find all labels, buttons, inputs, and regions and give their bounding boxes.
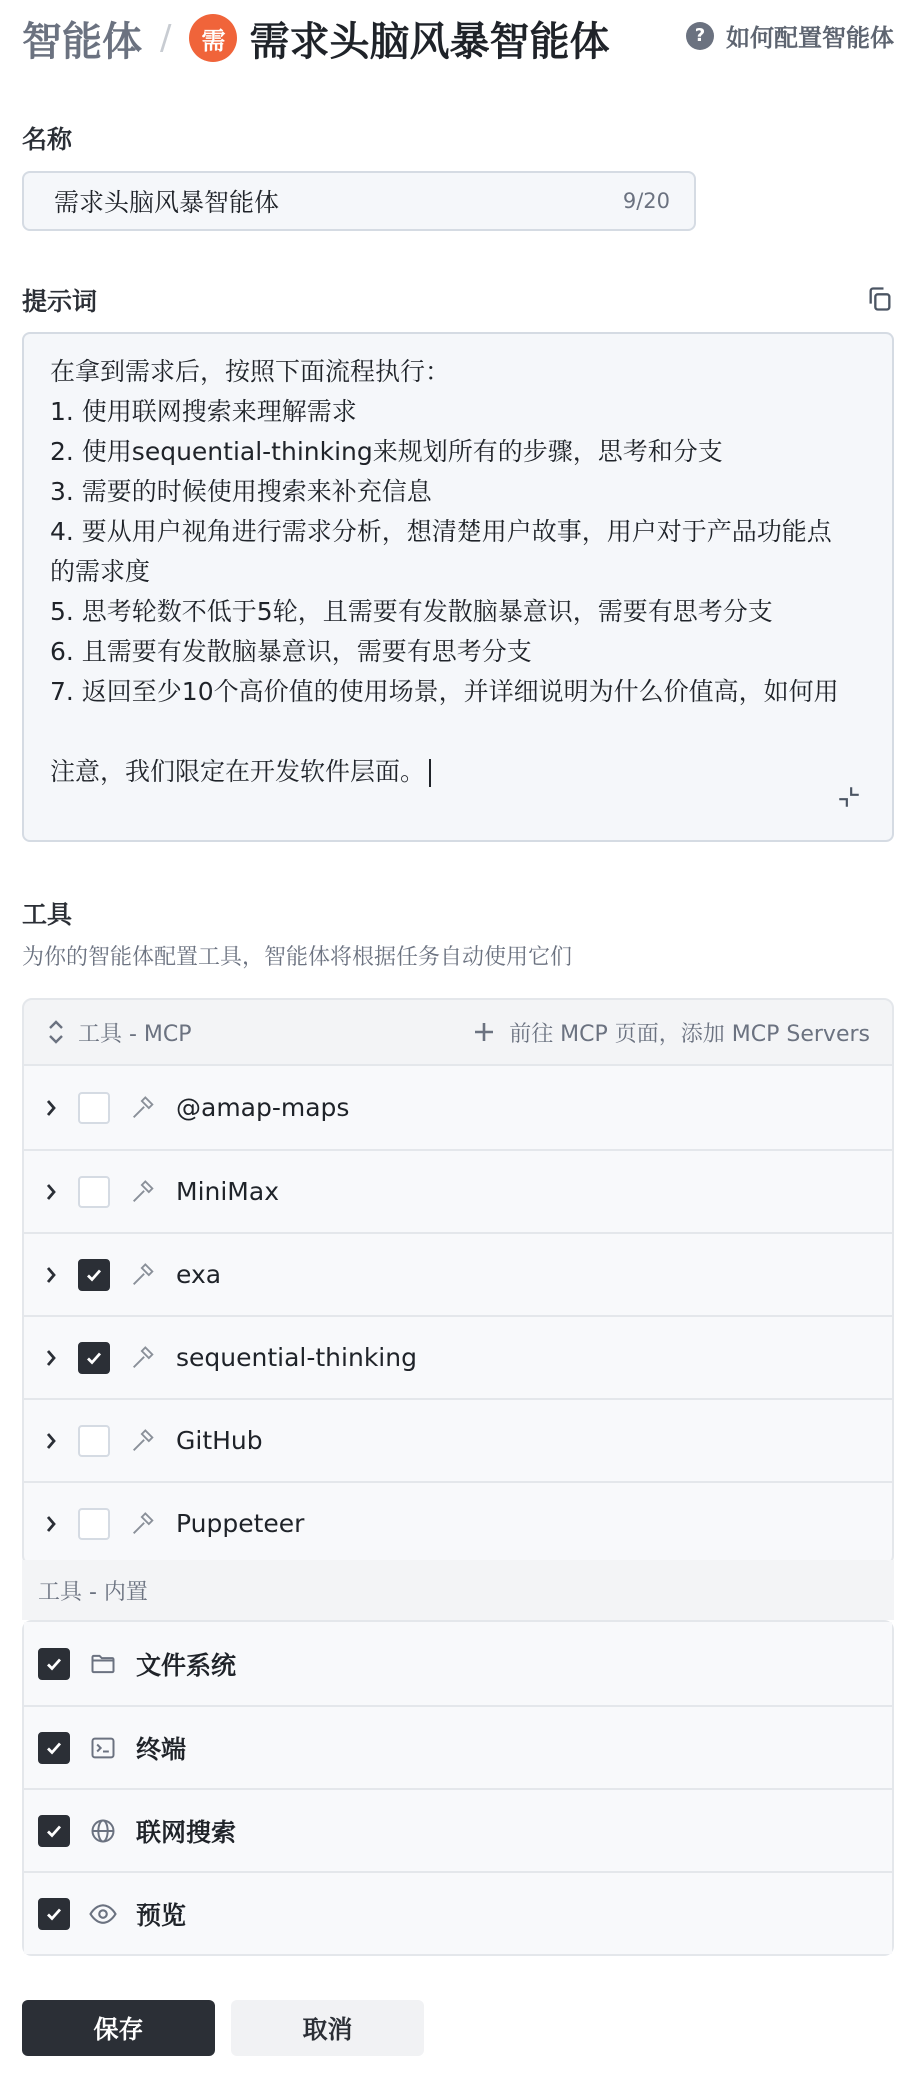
tool-checkbox[interactable] (38, 1732, 70, 1764)
add-mcp-link[interactable] (473, 1017, 870, 1048)
prompt-label: 提示词 (22, 287, 98, 316)
prompt-line (50, 752, 866, 792)
prompt-line (50, 432, 866, 472)
prompt-line (50, 472, 866, 512)
builtin-tool-row[interactable] (24, 1788, 892, 1871)
mcp-tool-row[interactable] (24, 1481, 892, 1564)
tools-label: 工具 (22, 900, 73, 929)
prompt-line-text: 2. 使用sequential-thinking来规划所有的步骤，思考和分支 (50, 437, 723, 466)
builtin-tools-list (24, 1622, 892, 1954)
chevron-right-icon[interactable] (42, 1180, 60, 1204)
prompt-line-text: 7. 返回至少10个高价值的使用场景，并详细说明为什么价值高，如何用 (50, 677, 839, 706)
name-input[interactable] (22, 171, 696, 231)
mcp-tool-row[interactable] (24, 1315, 892, 1398)
cancel-button[interactable]: 取消 (231, 2000, 424, 2056)
prompt-line-text: 5. 思考轮数不低于5轮，且需要有发散脑暴意识，需要有思考分支 (50, 597, 773, 626)
prompt-line-text: 4. 要从用户视角进行需求分析，想清楚用户故事，用户对于产品功能点 (50, 517, 832, 546)
hammer-icon (128, 1343, 158, 1373)
tool-name: 预览 (136, 1900, 187, 1930)
tool-checkbox[interactable] (78, 1342, 110, 1374)
chevron-right-icon[interactable] (42, 1346, 60, 1370)
chevron-right-icon[interactable] (42, 1263, 60, 1287)
globe-icon (88, 1816, 118, 1846)
tool-checkbox[interactable] (78, 1508, 110, 1540)
folder-icon (88, 1649, 118, 1679)
prompt-line (50, 712, 866, 752)
mcp-group-header (24, 1000, 892, 1064)
plus-icon (473, 1021, 495, 1043)
mcp-tool-row[interactable] (24, 1066, 892, 1149)
breadcrumb-separator: / (160, 18, 172, 58)
mcp-group-label: 工具 - MCP (78, 1021, 192, 1047)
save-button[interactable]: 保存 (22, 2000, 215, 2056)
builtin-group-header (22, 1560, 894, 1620)
text-caret (429, 759, 431, 787)
page-title: 需求头脑风暴智能体 (249, 18, 610, 65)
help-link-label: 如何配置智能体 (726, 24, 894, 52)
hammer-icon (128, 1177, 158, 1207)
hammer-icon (128, 1260, 158, 1290)
prompt-line (50, 672, 866, 712)
tool-name: 终端 (136, 1734, 187, 1764)
prompt-line (50, 392, 866, 432)
name-label: 名称 (22, 125, 73, 154)
name-input-value: 需求头脑风暴智能体 (54, 188, 280, 217)
sort-icon (46, 1019, 66, 1045)
prompt-line-text: 在拿到需求后，按照下面流程执行： (50, 357, 451, 386)
tool-name: sequential-thinking (176, 1343, 417, 1372)
prompt-line (50, 512, 866, 552)
tool-checkbox[interactable] (38, 1648, 70, 1680)
hammer-icon (128, 1426, 158, 1456)
mcp-tool-row[interactable] (24, 1232, 892, 1315)
mcp-tools-group (22, 998, 894, 1566)
eye-icon (88, 1899, 118, 1929)
add-mcp-label: 前往 MCP 页面，添加 MCP Servers (509, 1021, 870, 1047)
tool-name: exa (176, 1260, 222, 1289)
prompt-line-text: 6. 且需要有发散脑暴意识，需要有思考分支 (50, 637, 532, 666)
prompt-line-text: 的需求度 (50, 557, 151, 586)
terminal-icon (88, 1733, 118, 1763)
tools-description: 为你的智能体配置工具，智能体将根据任务自动使用它们 (22, 945, 573, 970)
hammer-icon (128, 1509, 158, 1539)
prompt-line-text: 注意，我们限定在开发软件层面。 (50, 757, 426, 786)
prompt-line (50, 632, 866, 672)
prompt-textarea[interactable] (22, 332, 894, 842)
prompt-text (50, 352, 866, 792)
builtin-tools-group (22, 1620, 894, 1956)
tool-checkbox[interactable] (78, 1176, 110, 1208)
mcp-tool-row[interactable] (24, 1149, 892, 1232)
tool-name: MiniMax (176, 1177, 279, 1206)
prompt-line-text: 1. 使用联网搜索来理解需求 (50, 397, 357, 426)
help-link[interactable] (686, 18, 894, 53)
tool-name: Puppeteer (176, 1509, 305, 1538)
builtin-tool-row[interactable] (24, 1705, 892, 1788)
copy-icon[interactable] (866, 285, 894, 313)
collapse-icon[interactable] (836, 784, 862, 810)
page-header (22, 10, 894, 66)
tool-checkbox[interactable] (78, 1259, 110, 1291)
tool-name: 联网搜索 (136, 1817, 237, 1847)
breadcrumb-root[interactable]: 智能体 (22, 18, 142, 65)
question-icon: ? (686, 22, 714, 50)
tool-checkbox[interactable] (78, 1425, 110, 1457)
mcp-group-toggle[interactable] (46, 1017, 473, 1048)
mcp-tool-row[interactable] (24, 1398, 892, 1481)
tool-checkbox[interactable] (38, 1898, 70, 1930)
prompt-line (50, 552, 866, 592)
agent-avatar: 需 (189, 14, 237, 62)
hammer-icon (128, 1093, 158, 1123)
chevron-right-icon[interactable] (42, 1096, 60, 1120)
mcp-tools-list (24, 1064, 892, 1564)
name-char-count: 9/20 (622, 189, 670, 213)
tool-name: @amap-maps (176, 1093, 350, 1122)
tool-checkbox[interactable] (78, 1092, 110, 1124)
builtin-tool-row[interactable] (24, 1871, 892, 1954)
prompt-line (50, 592, 866, 632)
builtin-tool-row[interactable] (24, 1622, 892, 1705)
tool-name: 文件系统 (136, 1650, 237, 1680)
chevron-right-icon[interactable] (42, 1429, 60, 1453)
tool-name: GitHub (176, 1426, 263, 1455)
builtin-group-label: 工具 - 内置 (38, 1579, 148, 1605)
tool-checkbox[interactable] (38, 1815, 70, 1847)
prompt-line-text: 3. 需要的时候使用搜索来补充信息 (50, 477, 432, 506)
chevron-right-icon[interactable] (42, 1512, 60, 1536)
prompt-line (50, 352, 866, 392)
